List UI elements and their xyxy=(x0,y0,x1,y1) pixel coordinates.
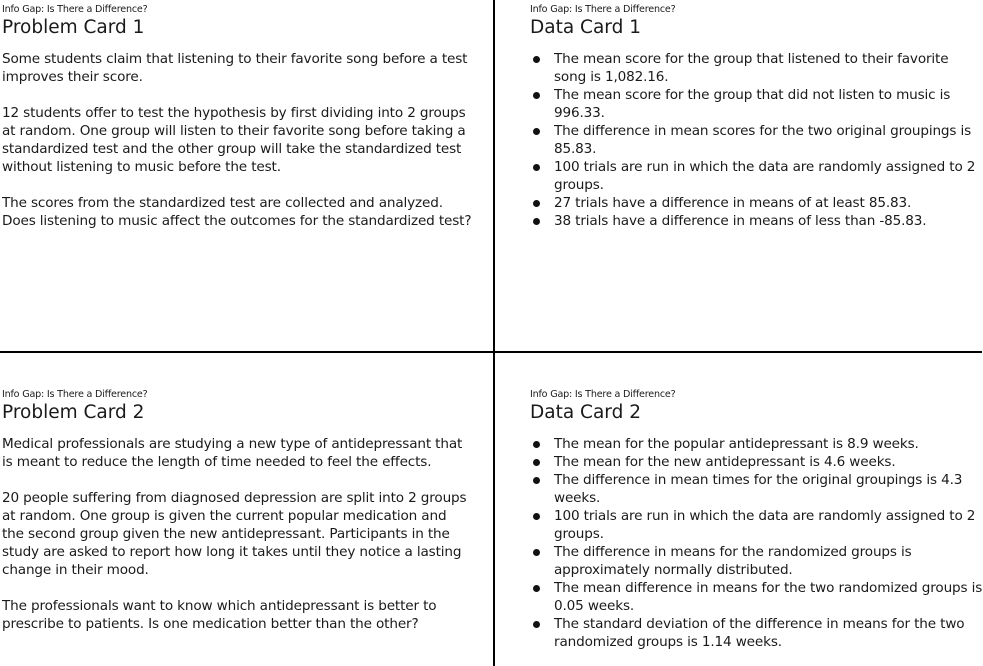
list-item-text: The mean for the new antidepressant is 4.6 weeks. xyxy=(554,454,896,470)
list-item xyxy=(530,471,983,507)
list-item xyxy=(530,507,983,543)
list-item xyxy=(530,453,983,471)
card-label: Info Gap: Is There a Difference? xyxy=(2,4,148,15)
card-body xyxy=(2,50,472,230)
list-item-text: 100 trials are run in which the data are randomly assigned to 2 groups. xyxy=(554,508,976,542)
bullet-icon xyxy=(533,56,540,63)
list-item-text: The mean difference in means for the two randomized groups is 0.05 weeks. xyxy=(554,580,983,614)
list-item-text: The mean for the popular antidepressant is 8.9 weeks. xyxy=(554,436,919,452)
card-title: Data Card 2 xyxy=(530,402,641,423)
list-item xyxy=(530,122,983,158)
data-card-2 xyxy=(530,388,983,651)
list-item-text: 38 trials have a difference in means of less than -85.83. xyxy=(554,213,927,229)
bullet-list xyxy=(530,50,983,230)
list-item xyxy=(530,579,983,615)
bullet-icon xyxy=(533,441,540,448)
card-body xyxy=(530,435,983,651)
problem-card-2 xyxy=(2,388,472,633)
problem-card-1 xyxy=(2,3,472,230)
card-body xyxy=(530,50,983,230)
paragraph: The professionals want to know which antidepressant is better to prescribe to patients. Is one medication better than the other? xyxy=(2,598,437,632)
horizontal-divider xyxy=(0,351,982,353)
list-item-text: 100 trials are run in which the data are randomly assigned to 2 groups. xyxy=(554,159,976,193)
card-title: Data Card 1 xyxy=(530,17,641,38)
list-item xyxy=(530,50,983,86)
list-item xyxy=(530,212,983,230)
list-item xyxy=(530,86,983,122)
list-item xyxy=(530,543,983,579)
list-item xyxy=(530,158,983,194)
card-label: Info Gap: Is There a Difference? xyxy=(530,389,676,400)
bullet-icon xyxy=(533,459,540,466)
list-item xyxy=(530,615,983,651)
card-label: Info Gap: Is There a Difference? xyxy=(2,389,148,400)
paragraph: Some students claim that listening to their favorite song before a test improves their score. xyxy=(2,51,468,85)
data-card-1 xyxy=(530,3,983,230)
bullet-icon xyxy=(533,477,540,484)
paragraph: The scores from the standardized test are collected and analyzed. Does listening to music affect the outcomes for the standardized test? xyxy=(2,195,472,229)
bullet-icon xyxy=(533,92,540,99)
card-title: Problem Card 2 xyxy=(2,402,145,423)
vertical-divider xyxy=(493,0,495,666)
list-item xyxy=(530,194,983,212)
paragraph: 12 students offer to test the hypothesis by first dividing into 2 groups at random. One group will listen to their favorite song before taking a standardized test and the other group will take the standardized test without listening to music before the test. xyxy=(2,105,466,175)
list-item-text: The difference in mean scores for the two original groupings is 85.83. xyxy=(554,123,972,157)
bullet-icon xyxy=(533,128,540,135)
list-item-text: The difference in means for the randomized groups is approximately normally distributed. xyxy=(554,544,912,578)
list-item xyxy=(530,435,983,453)
bullet-icon xyxy=(533,218,540,225)
card-body xyxy=(2,435,472,633)
card-title: Problem Card 1 xyxy=(2,17,145,38)
bullet-list xyxy=(530,435,983,651)
list-item-text: The difference in mean times for the original groupings is 4.3 weeks. xyxy=(554,472,963,506)
list-item-text: The mean score for the group that listened to their favorite song is 1,082.16. xyxy=(554,51,949,85)
list-item-text: The standard deviation of the difference in means for the two randomized groups is 1.14 weeks. xyxy=(554,616,965,650)
paragraph: Medical professionals are studying a new type of antidepressant that is meant to reduce the length of time needed to feel the effects. xyxy=(2,436,463,470)
bullet-icon xyxy=(533,585,540,592)
bullet-icon xyxy=(533,513,540,520)
list-item-text: The mean score for the group that did not listen to music is 996.33. xyxy=(554,87,951,121)
list-item-text: 27 trials have a difference in means of at least 85.83. xyxy=(554,195,912,211)
card-label: Info Gap: Is There a Difference? xyxy=(530,4,676,15)
bullet-icon xyxy=(533,549,540,556)
bullet-icon xyxy=(533,164,540,171)
bullet-icon xyxy=(533,200,540,207)
paragraph: 20 people suffering from diagnosed depression are split into 2 groups at random. One group is given the current popular medication and the second group given the new antidepressant. Participants in the study are asked to report how long it takes until they notice a lasting change in their mood. xyxy=(2,490,467,578)
bullet-icon xyxy=(533,621,540,628)
